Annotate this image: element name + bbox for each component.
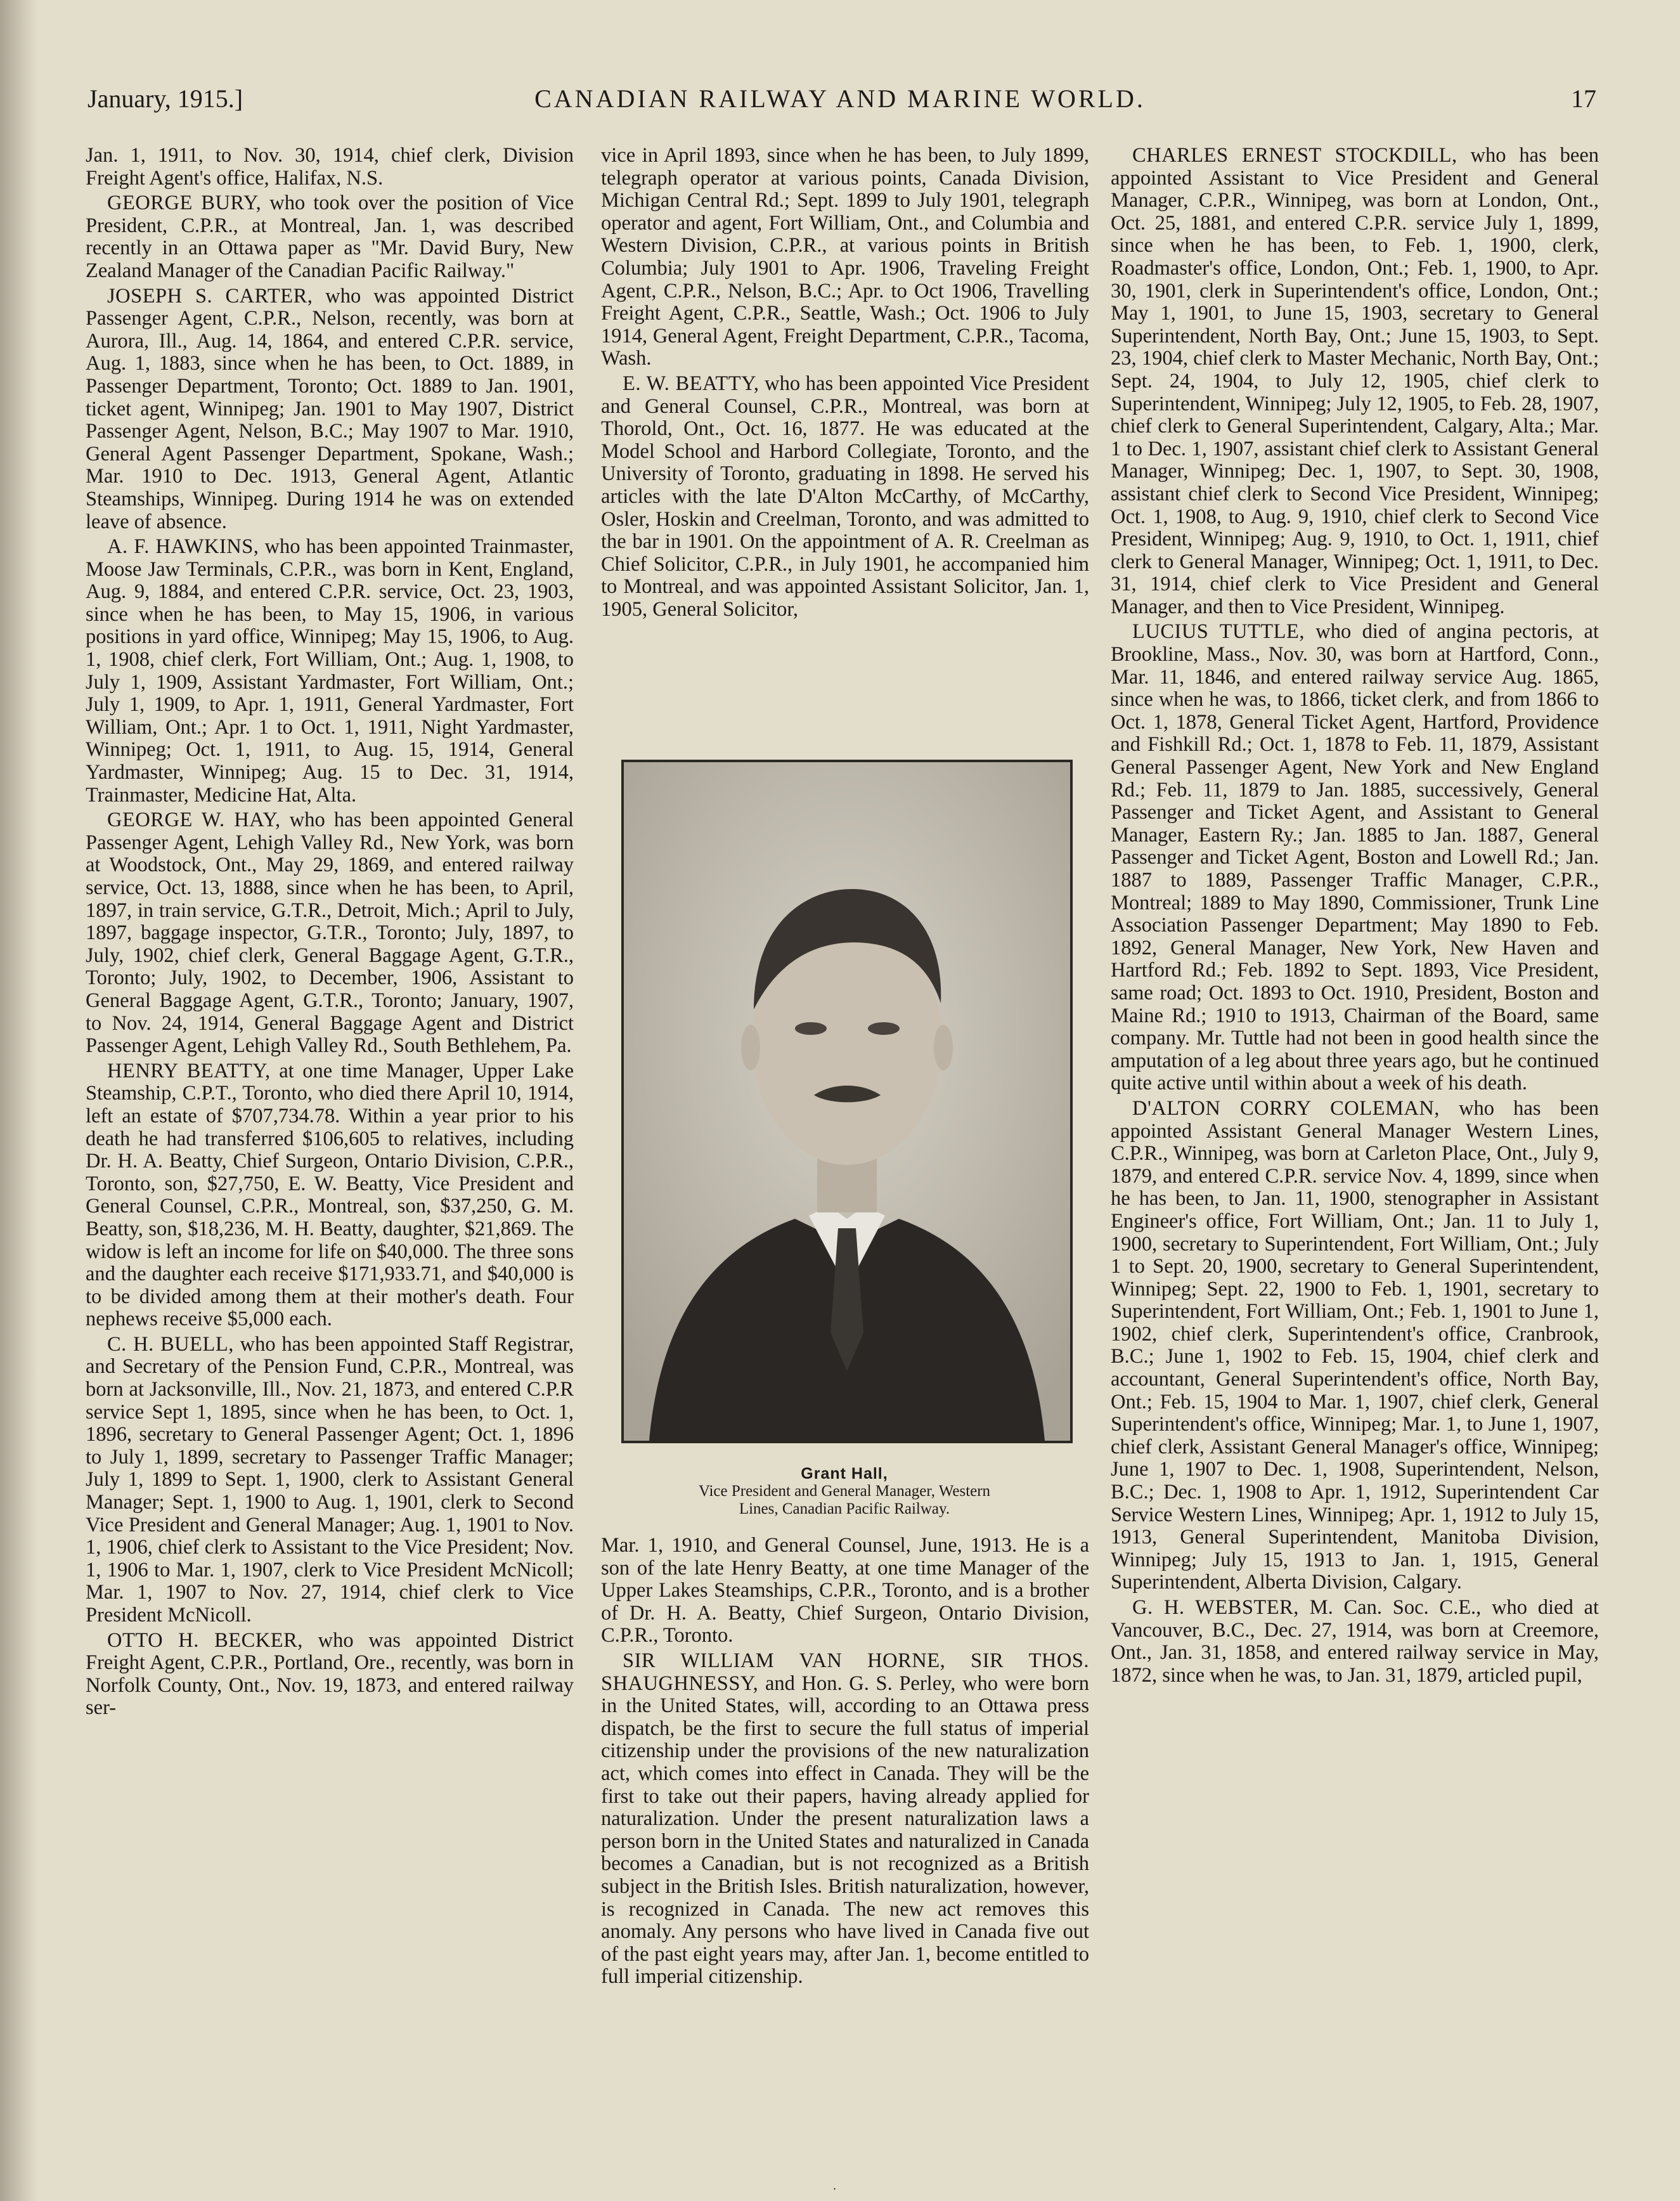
- article-lead-name: OTTO H. BECKER,: [107, 1628, 303, 1652]
- column-2-bottom: [601, 1535, 1089, 1991]
- page-spine-shadow: [0, 0, 38, 2201]
- column-3: [1111, 145, 1599, 1689]
- article-text: M. Can. Soc. C.E., who died at Vancouver, B.C., Dec. 27, 1914, was born at Creemore, Ont., Jan. 31, 1858, and entered railway service in May, 1872, since when he was, to Jan. 31, 1879, articled pupil,: [1111, 1596, 1599, 1687]
- article-text: vice in April 1893, since when he has been, to July 1899, telegraph operator at various points, Canada Division, Michigan Central Rd.; Sept. 1899 to July 1901, telegraph operator and agent, Fort William, Ont., and Columbia and Western Division, C.P.R., at various points in British Columbia; July 1901 to Apr. 1906, Traveling Freight Agent, C.P.R., Nelson, B.C.; Apr. to Oct 1906, Travelling Freight Agent, C.P.R., Seattle, Wash.; Oct. 1906 to July 1914, General Agent, Freight Department, C.P.R., Tacoma, Wash.: [601, 144, 1089, 370]
- article-paragraph: [1111, 145, 1599, 618]
- article-text: who took over the position of Vice President, C.P.R., at Montreal, Jan. 1, was described recently in an Ottawa paper as "Mr. David Bury, New Zealand Manager of the Canadian Pacific Railway.": [86, 192, 574, 282]
- article-lead-name: LUCIUS TUTTLE,: [1132, 620, 1305, 644]
- article-paragraph: [1111, 1597, 1599, 1687]
- article-paragraph: [86, 285, 574, 534]
- article-paragraph: [601, 1535, 1089, 1647]
- caption-line-1: Vice President and General Manager, Western: [698, 1483, 991, 1500]
- article-paragraph: [86, 536, 574, 807]
- article-paragraph: [601, 145, 1089, 370]
- article-paragraph: [1111, 1098, 1599, 1594]
- article-paragraph: [86, 1334, 574, 1627]
- column-2-top: [601, 145, 1089, 623]
- article-text: who has been appointed Trainmaster, Moose Jaw Terminals, C.P.R., was born in Kent, England, Aug. 9, 1884, and entered C.P.R. service, Oct. 23, 1903, since when he has been, to May 15, 1906, in various positions in yard office, Winnipeg; May 15, 1906, to Aug. 1, 1908, chief clerk, Fort William, Ont.; Aug. 1, 1908, to July 1, 1909, Assistant Yardmaster, Fort William, Ont.; July 1, 1909, to Apr. 1, 1911, General Yardmaster, Fort William, Ont.; Apr. 1 to Oct. 1, 1911, Night Yardmaster, Winnipeg; Oct. 1, 1911, to Aug. 15, 1914, General Yardmaster, Winnipeg; Aug. 15 to Dec. 31, 1914, Trainmaster, Medicine Hat, Alta.: [86, 535, 574, 807]
- article-lead-name: HENRY BEATTY,: [107, 1059, 271, 1082]
- caption-name: Grant Hall,: [801, 1465, 888, 1483]
- article-lead-name: A. F. HAWKINS,: [107, 535, 259, 559]
- article-paragraph: [601, 1650, 1089, 1989]
- article-paragraph: [86, 809, 574, 1058]
- article-lead-name: G. H. WEBSTER,: [1132, 1596, 1299, 1619]
- caption-line-2: Lines, Canadian Pacific Railway.: [739, 1500, 950, 1517]
- header-page-number: 17: [1571, 84, 1596, 113]
- portrait-caption: [601, 1465, 1088, 1518]
- article-lead-name: C. H. BUELL,: [107, 1332, 234, 1356]
- article-lead-name: D'ALTON CORRY COLEMAN,: [1132, 1096, 1440, 1120]
- header-title: CANADIAN RAILWAY AND MARINE WORLD.: [534, 84, 1146, 113]
- article-text: who was appointed District Passenger Agent, C.P.R., Nelson, recently, was born at Aurora, Ill., Aug. 14, 1864, and entered C.P.R. service, Aug. 1, 1883, since when he has been, to Oct. 1889, in Passenger Department, Toronto; Oct. 1889 to Jan. 1901, ticket agent, Winnipeg; Jan. 1901 to May 1907, District Passenger Agent, Nelson, B.C.; May 1907 to Mar. 1910, General Agent Passenger Department, Spokane, Wash.; Mar. 1910 to Dec. 1913, General Agent, Atlantic Steamships, Winnipeg. During 1914 he was on extended leave of absence.: [86, 284, 574, 533]
- article-lead-name: E. W. BEATTY,: [623, 372, 759, 395]
- article-text: who has been appointed Staff Registrar, and Secretary of the Pension Fund, C.P.R., Montreal, was born at Jacksonville, Ill., Nov. 21, 1873, and entered C.P.R service Sept 1, 1895, since when he has been, to Oct. 1, 1896, secretary to General Passenger Agent; Oct. 1, 1896 to July 1, 1899, secretary to Passenger Traffic Manager; July 1, 1899 to Sept. 1, 1900, clerk to Assistant General Manager; Sept. 1, 1900 to Aug. 1, 1901, clerk to Second Vice President and General Manager; Aug. 1, 1901 to Nov. 1, 1906, chief clerk to Assistant to the Vice President; Nov. 1, 1906 to Mar. 1, 1907, clerk to Vice President McNicoll; Mar. 1, 1907 to Nov. 27, 1914, chief clerk to Vice President McNicoll.: [86, 1332, 574, 1626]
- article-text: who has been appointed General Passenger Agent, Lehigh Valley Rd., New York, was born at Woodstock, Ont., May 29, 1869, and entered railway service, Oct. 13, 1888, since when he has been, to April, 1897, in train service, G.T.R., Detroit, Mich.; April to July, 1897, baggage inspector, G.T.R., Toronto; July, 1897, to July, 1902, chief clerk, General Baggage Agent, G.T.R., Toronto; July, 1902, to December, 1906, Assistant to General Baggage Agent, G.T.R., Toronto; January, 1907, to Nov. 24, 1914, General Baggage Agent and District Passenger Agent, Lehigh Valley Rd., South Bethlehem, Pa.: [86, 808, 574, 1058]
- column-1: [86, 145, 574, 1722]
- portrait-photo: [621, 760, 1073, 1443]
- article-text: who has been appointed Assistant General Manager Western Lines, C.P.R., Winnipeg, was born at Carleton Place, Ont., July 9, 1879, and entered C.P.R. service Nov. 4, 1899, since when he has been, to Jan. 11, 1900, stenographer in Assistant Engineer's office, Fort William, Ont.; Jan. 11 to July 1, 1900, secretary to Superintendent, Fort William, Ont.; July 1 to Sept. 20, 1900, secretary to General Superintendent, Winnipeg; Sept. 22, 1900 to Feb. 1, 1901, secretary to Superintendent, Fort William, Ont.; Feb. 1, 1901 to June 1, 1902, chief clerk, Superintendent's office, Cranbrook, B.C.; June 1, 1902 to Feb. 15, 1904, chief clerk and accountant, General Superintendent's office, North Bay, Ont.; Feb. 15, 1904 to Mar. 1, 1907, chief clerk, General Superintendent's office, Winnipeg; Mar. 1, to June 1, 1907, chief clerk, Assistant General Manager's office, Winnipeg; June 1, 1907 to Dec. 1, 1908, Superintendent, Nelson, B.C.; Dec. 1, 1908 to Apr. 1, 1912, Superintendent Car Service Western Lines, Winnipeg; Apr. 1, 1912 to July 15, 1913, General Superintendent, Manitoba Division, Winnipeg; July 15, 1913 to Jan. 1, 1915, General Superintendent, Alberta Division, Calgary.: [1111, 1096, 1599, 1594]
- article-lead-name: SIR WILLIAM VAN HORNE, SIR THOS. SHAUGHNESSY,: [601, 1649, 1089, 1695]
- portrait-figure: [601, 760, 1088, 1517]
- header-date: January, 1915.]: [87, 84, 243, 113]
- article-text: who was appointed District Freight Agent, C.P.R., Portland, Ore., recently, was born in Norfolk County, Ont., Nov. 19, 1873, and entered railway ser-: [86, 1628, 574, 1720]
- article-lead-name: GEORGE BURY,: [107, 192, 262, 215]
- portrait-illustration: [624, 762, 1070, 1441]
- article-paragraph: [86, 1630, 574, 1720]
- article-paragraph: [86, 1060, 574, 1331]
- footer-mark: .: [833, 2179, 836, 2193]
- article-paragraph: [86, 145, 574, 190]
- article-text: at one time Manager, Upper Lake Steamship, C.P.T., Toronto, who died there April 10, 1914, left an estate of $707,734.78. Within a year prior to his death he had transferred $106,605 to relatives, including Dr. H. A. Beatty, Chief Surgeon, Ontario Division, C.P.R., Toronto, son, $27,750, E. W. Beatty, Vice President and General Counsel, C.P.R., Montreal, son, $37,250, G. M. Beatty, son, $18,236, M. H. Beatty, daughter, $21,869. The widow is left an income for life on $40,000. The three sons and the daughter each receive $171,933.71, and $40,000 is to be divided among them at their mother's death. Four nephews receive $5,000 each.: [86, 1059, 574, 1331]
- article-text: Jan. 1, 1911, to Nov. 30, 1914, chief clerk, Division Freight Agent's office, Halifax, N.S.: [86, 144, 574, 190]
- article-text: who has been appointed Vice President and General Counsel, C.P.R., Montreal, was born at Thorold, Ont., Oct. 16, 1877. He was educated at the Model School and Harbord Collegiate, Toronto, and the University of Toronto, graduating in 1898. He served his articles with the late D'Alton McCarthy, of McCarthy, Osler, Hoskin and Creelman, Toronto, and was admitted to the bar in 1901. On the appointment of A. R. Creelman as Chief Solicitor, C.P.R., in July 1901, he accompanied him to Montreal, and was appointed Assistant Solicitor, Jan. 1, 1905, General Solicitor,: [601, 372, 1090, 621]
- article-lead-name: GEORGE W. HAY,: [107, 808, 281, 832]
- article-lead-name: CHARLES ERNEST STOCKDILL,: [1132, 144, 1457, 167]
- article-lead-name: JOSEPH S. CARTER,: [107, 284, 313, 308]
- page-header: [0, 84, 1680, 128]
- article-text: Mar. 1, 1910, and General Counsel, June, 1913. He is a son of the late Henry Beatty, at one time Manager of the Upper Lakes Steamships, C.P.R., Toronto, and is a brother of Dr. H. A. Beatty, Chief Surgeon, Ontario Division, C.P.R., Toronto.: [601, 1534, 1089, 1647]
- article-paragraph: [86, 192, 574, 282]
- article-text: who has been appointed Assistant to Vice President and General Manager, C.P.R., Winnipeg, was born at London, Ont., Oct. 25, 1881, and entered C.P.R. service July 1, 1899, since when he has been, to Feb. 1, 1900, clerk, Roadmaster's office, London, Ont.; Feb. 1, 1900, to Apr. 30, 1901, clerk in Superintendent's office, London, Ont.; May 1, 1901, to June 15, 1903, secretary to General Superintendent, North Bay, Ont.; June 15, 1903, to Sept. 23, 1904, chief clerk to Master Mechanic, North Bay, Ont.; Sept. 24, 1904, to July 12, 1905, chief clerk to Superintendent, Winnipeg; July 12, 1905, to Feb. 28, 1907, chief clerk to General Superintendent, Calgary, Alta.; Mar. 1 to Dec. 1, 1907, assistant chief clerk to Assistant General Manager, Winnipeg; Dec. 1, 1907, to Sept. 30, 1908, assistant chief clerk to Second Vice President, Winnipeg; Oct. 1, 1908, to Aug. 9, 1910, chief clerk to Second Vice President, Winnipeg; Aug. 9, 1910, to Oct. 1, 1911, chief clerk to General Manager, Winnipeg; Oct. 1, 1911, to Dec. 31, 1914, chief clerk to Vice President and General Manager, and then to Vice President, Winnipeg.: [1111, 144, 1599, 618]
- article-paragraph: [601, 373, 1089, 621]
- article-text: who died of angina pectoris, at Brookline, Mass., Nov. 30, was born at Hartford, Conn., Mar. 11, 1846, and entered railway service Aug. 1865, since when he was, to 1866, ticket clerk, and from 1866 to Oct. 1, 1878, General Ticket Agent, Hartford, Providence and Fishkill Rd.; Oct. 1, 1878 to Feb. 11, 1879, Assistant General Passenger Agent, New York and New England Rd.; Feb. 11, 1879 to Jan. 1885, successively, General Passenger and Ticket Agent, and Assistant to General Manager, Eastern Ry.; Jan. 1885 to Jan. 1887, General Passenger and Ticket Agent, Boston and Lowell Rd.; Jan. 1887 to 1889, Passenger Traffic Manager, C.P.R., Montreal; 1889 to May 1890, Commissioner, Trunk Line Association Passenger Department; May 1890 to Feb. 1892, General Manager, New York, New Haven and Hartford Rd.; Feb. 1892 to Sept. 1893, Vice President, same road; Oct. 1893 to Oct. 1910, President, Boston and Maine Rd.; 1910 to 1913, Chairman of the Board, same company. Mr. Tuttle had not been in good health since the amputation of a leg about three years ago, but he continued quite active until within about a week of his death.: [1111, 620, 1599, 1095]
- article-paragraph: [1111, 621, 1599, 1094]
- article-text: and Hon. G. S. Perley, who were born in the United States, will, according to an Ottawa press dispatch, be the first to secure the full status of imperial citizenship under the provisions of the new naturalization act, which comes into effect in Canada. They will be the first to take out their papers, having already applied for naturalization. Under the present naturalization laws a person born in the United States and naturalized in Canada becomes a Canadian, but is not recognized as a British subject in the British Isles. British naturalization, however, is recognized in Canada. The new act removes this anomaly. Any persons who have lived in Canada five out of the past eight years may, after Jan. 1, become entitled to full imperial citizenship.: [601, 1672, 1089, 1989]
